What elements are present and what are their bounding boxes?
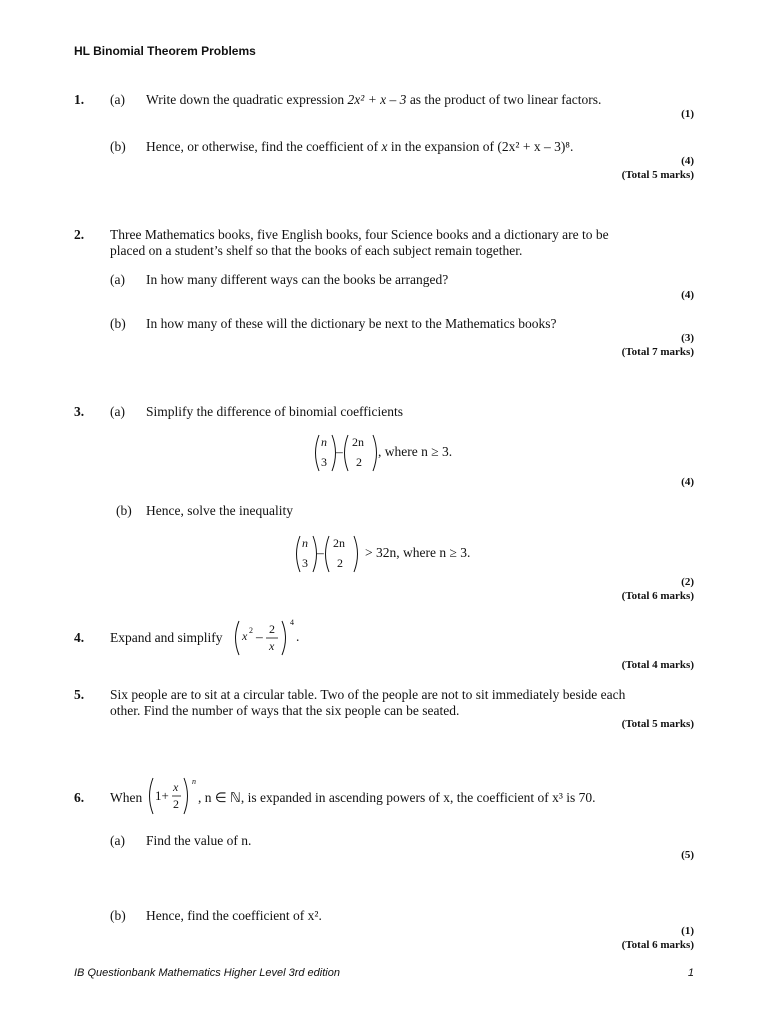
question-1b-text: [146, 139, 573, 155]
question-6b-marks: (1): [681, 925, 694, 937]
question-3-total-marks: (Total 6 marks): [621, 590, 694, 602]
question-3a-expression: [312, 432, 512, 474]
q4-minus: –: [256, 629, 263, 644]
question-1b-text-mid: in the expansion of: [387, 139, 498, 154]
question-3b-label: (b): [116, 503, 132, 518]
question-3b-inequality: > 32n, where n ≥ 3.: [365, 545, 471, 560]
question-1a-marks: (1): [681, 108, 694, 120]
question-6b-text: Hence, find the coefficient of x².: [146, 908, 322, 923]
footer-source: IB Questionbank Mathematics Higher Level 3rd edition: [74, 967, 340, 979]
q4-square-exponent: 2: [249, 626, 253, 635]
q6-right-paren: [184, 778, 188, 814]
question-4-number: 4.: [74, 630, 85, 645]
question-2-total-marks: (Total 7 marks): [621, 346, 694, 358]
question-1a-text: [146, 92, 601, 108]
binom-minus-2: –: [317, 545, 324, 560]
binom-4-right-paren: [354, 536, 358, 572]
question-1a-text-start: Write down the quadratic expression: [146, 92, 348, 107]
binom-4-left-paren: [326, 536, 330, 572]
question-5-text: [110, 687, 670, 719]
question-2-number: 2.: [74, 227, 85, 242]
q4-fraction-denominator: x: [269, 639, 275, 653]
question-2-intro-line-1: Three Mathematics books, five English books, four Science books and a dictionary are to be: [110, 227, 609, 242]
binom-3-top: n: [302, 536, 308, 550]
binom-2-bottom: 2: [356, 455, 362, 469]
question-1-number: 1.: [74, 92, 85, 107]
question-1b-variable: x: [381, 139, 388, 154]
document-title: HL Binomial Theorem Problems: [74, 44, 256, 58]
question-1-total-marks: (Total 5 marks): [621, 169, 694, 181]
question-3b-expression: [293, 533, 513, 575]
binom-2-top: 2n: [352, 435, 364, 449]
question-3-number: 3.: [74, 404, 85, 419]
q4-period: .: [296, 629, 300, 644]
q6-one-plus: 1+: [155, 788, 169, 803]
question-1a-label: (a): [110, 92, 125, 107]
q4-right-paren: [282, 621, 286, 655]
question-3a-label: (a): [110, 404, 125, 419]
question-2a-text: In how many different ways can the books be arranged?: [146, 272, 449, 287]
question-6-number: 6.: [74, 790, 85, 805]
question-3b-marks: (2): [681, 576, 694, 588]
binom-3-bottom: 3: [302, 556, 308, 570]
question-2a-marks: (4): [681, 289, 694, 301]
binom-1-bottom: 3: [321, 455, 327, 469]
question-6-parens: [146, 775, 196, 817]
binom-4-top: 2n: [333, 536, 345, 550]
question-6-when: When: [110, 790, 143, 805]
binom-4-bottom: 2: [337, 556, 343, 570]
binom-1-right-paren: [332, 435, 336, 471]
binom-1-top: n: [321, 435, 327, 449]
question-2b-label: (b): [110, 316, 126, 331]
question-2b-text: In how many of these will the dictionary be next to the Mathematics books?: [146, 316, 557, 331]
footer-page-number: 1: [687, 967, 694, 979]
question-4-expression: [232, 618, 312, 660]
question-5-line-2: other. Find the number of ways that the six people can be seated.: [110, 703, 460, 718]
question-5-line-1: Six people are to sit at a circular table. Two of the people are not to sit immediately beside each: [110, 687, 626, 702]
binom-2-left-paren: [345, 435, 349, 471]
binom-1-left-paren: [316, 435, 320, 471]
q6-fraction-numerator: x: [173, 780, 179, 794]
question-2-intro: [110, 227, 670, 259]
question-6-statement: , n ∈ ℕ, is expanded in ascending powers of x, the coefficient of x³ is 70.: [198, 790, 596, 805]
question-1b-marks: (4): [681, 155, 694, 167]
question-6a-text: Find the value of n.: [146, 833, 252, 848]
question-3a-condition: , where n ≥ 3.: [378, 444, 453, 459]
binom-3-left-paren: [297, 536, 301, 572]
question-1a-text-end: as the product of two linear factors.: [406, 92, 602, 107]
question-1a-expression: 2x² + x – 3: [347, 92, 407, 107]
q4-fraction-numerator: 2: [269, 622, 275, 636]
q4-power: 4: [290, 618, 294, 627]
question-1b-label: (b): [110, 139, 126, 154]
binom-2-right-paren: [373, 435, 377, 471]
binom-3-right-paren: [313, 536, 317, 572]
question-6b-label: (b): [110, 908, 126, 923]
q4-x: x: [242, 629, 248, 643]
question-6-expression: [146, 775, 206, 817]
binom-minus: –: [336, 444, 343, 459]
q4-left-paren: [236, 621, 240, 655]
question-6a-marks: (5): [681, 849, 694, 861]
question-1b-expression: (2x² + x – 3)⁸.: [497, 139, 574, 154]
question-6a-label: (a): [110, 833, 125, 848]
question-3a-text: Simplify the difference of binomial coefficients: [146, 404, 404, 419]
question-2b-marks: (3): [681, 332, 694, 344]
question-3a-marks: (4): [681, 476, 694, 488]
question-4-total-marks: (Total 4 marks): [621, 659, 694, 671]
question-5-number: 5.: [74, 687, 85, 702]
question-3b-text: Hence, solve the inequality: [146, 503, 293, 518]
question-6-total-marks: (Total 6 marks): [621, 939, 694, 951]
question-4-text: Expand and simplify: [110, 630, 223, 645]
question-1b-text-start: Hence, or otherwise, find the coefficient of: [146, 139, 382, 154]
question-5-total-marks: (Total 5 marks): [621, 718, 694, 730]
q6-left-paren: [150, 778, 154, 814]
q6-fraction-denominator: 2: [173, 797, 179, 811]
q6-power: n: [192, 777, 196, 786]
question-2-intro-line-2: placed on a student’s shelf so that the books of each subject remain together.: [110, 243, 523, 258]
question-2a-label: (a): [110, 272, 125, 287]
